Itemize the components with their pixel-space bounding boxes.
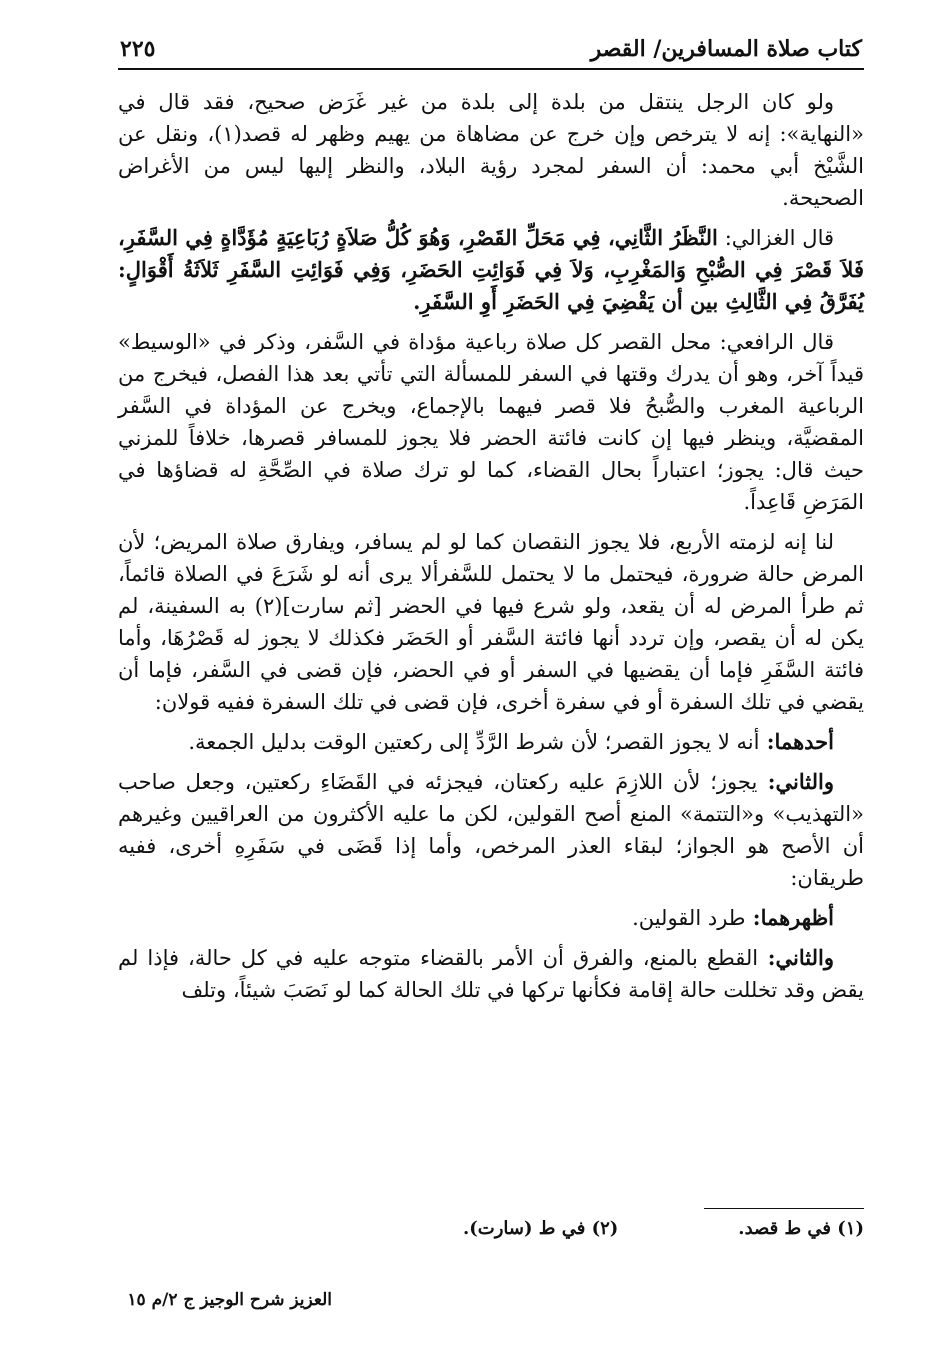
paragraph-5 [118,726,864,758]
ghazali-quote: النَّظَرُ الثَّانِي، فِي مَحَلِّ القَصْرِ، وَهُوَ كُلُّ صَلاَةٍ رُبَاعِيَةٍ مُؤَدَّاةٍ فِي السَّفَرِ، فَلاَ قَصْرَ فِي الصُّبْحِ وَالمَغْرِبِ، وَلاَ فِي فَوَائِتِ الحَضَرِ، وَفِي فَوَائِتِ السَّفَرِ ثَلاَثَةُ أَقْوَالٍ: يُفَرَّقُ فِي الثَّالِثِ بين أن يَقْضِيَ فِي الحَضَرِ أَوِ السَّفَرِ. [118,225,864,314]
paragraph-1: ولو كان الرجل ينتقل من بلدة إلى بلدة من غير غَرَض صحيح، فقد قال في «النهاية»: إنه لا يترخص وإن خرج عن مضاهاة من يهيم وظهر له قصد(١)، ونقل عن الشَّيْخ أبي محمد: أن السفر لمجرد رؤية البلاد، والنظر إليها ليس من الأغراض الصحيحة. [118,90,864,210]
paragraph-2 [118,222,864,318]
paragraph-8 [118,942,864,1006]
page-header [118,22,864,70]
footnote-divider [704,1208,864,1209]
paragraph-2-lead: قال الغزالي: [717,226,835,250]
main-text [118,86,864,1006]
paragraph-5-lead: أحدهما: [759,729,834,754]
footnotes [118,1218,864,1239]
paragraph-3: قال الرافعي: محل القصر كل صلاة رباعية مؤداة في السَّفر، وذكر في «الوسيط» قيداً آخر، وهو أن يدرك وقتها في السفر للمسألة التي تأتي بعد هذا الفصل، فيخرج من الرباعية المغرب والصُّبحُ فلا قصر فيهما بالإجماع، ويخرج عن المؤداة في السَّفر المقضيَّة، وينظر فيها إن كانت فائتة الحضر فلا يجوز للمسافر قصرها، خلافاً للمزني حيث قال: يجوز؛ اعتباراً بحال القضاء، كما لو ترك صلاة في الصِّحَّةِ له قضاؤها في المَرَضِ قَاعِداً. [118,330,864,514]
print-signature: العزيز شرح الوجيز ج ٢/م ١٥ [127,1290,332,1310]
paragraph-8-lead: والثاني: [758,945,834,970]
paragraph-6 [118,766,864,894]
paragraph-4: لنا إنه لزمته الأربع، فلا يجوز النقصان كما لو لم يسافر، ويفارق صلاة المريض؛ لأن المرض حالة ضرورة، فيحتمل ما لا يحتمل للسَّفرألا يرى أنه لو شَرَعَ في الصلاة قائماً، ثم طرأ المرض له أن يقعد، ولو شرع فيها في الحضر [ثم سارت](٢) به السفينة، لم يكن له أن يقصر، وإن تردد أنها فائتة السَّفر أو الحَضَر فكذلك لا يجوز له قَصْرُهَا، وأما فائتة السَّفَرِ فإما أن يقضيها في السفر أو في الحضر، فإن قضى في السَّفر، فإما أن يقضي في تلك السفرة أو في سفرة أخرى، فإن قضى في تلك السفرة ففيه قولان: [118,530,864,714]
running-title: كتاب صلاة المسافرين/ القصر [590,36,862,62]
paragraph-8-text: القطع بالمنع، والفرق أن الأمر بالقضاء متوجه عليه في كل حالة، فإذا لم يقض وقد تخللت حالة إقامة فكأنها تركها في تلك الحالة كما لو نَصَبَ شيئاً، وتلف [118,946,864,1002]
footnote-2: (٢) في ط (سارت). [463,1218,619,1239]
paragraph-6-lead: والثاني: [757,769,834,794]
paragraph-7 [118,902,864,934]
paragraph-7-lead: أظهرهما: [745,905,834,930]
page-number: ٢٢٥ [120,36,156,62]
paragraph-6-text: يجوز؛ لأن اللازِمَ عليه ركعتان، فيجزئه في القَضَاءِ ركعتين، وجعل صاحب «التهذيب» و«التتمة» المنع أصح القولين، لكن ما عليه الأكثرون من العراقيين وغيرهم أن الأصح هو الجواز؛ لبقاء العذر المرخص، وأما إذا قَضَى في سَفَرِهِ أخرى، ففيه طريقان: [118,770,864,890]
paragraph-5-text: أنه لا يجوز القصر؛ لأن شرط الرَّدِّ إلى ركعتين الوقت بدليل الجمعة. [188,730,760,754]
paragraph-7-text: طرد القولين. [632,906,746,930]
footnote-1: (١) في ط قصد. [738,1218,864,1239]
